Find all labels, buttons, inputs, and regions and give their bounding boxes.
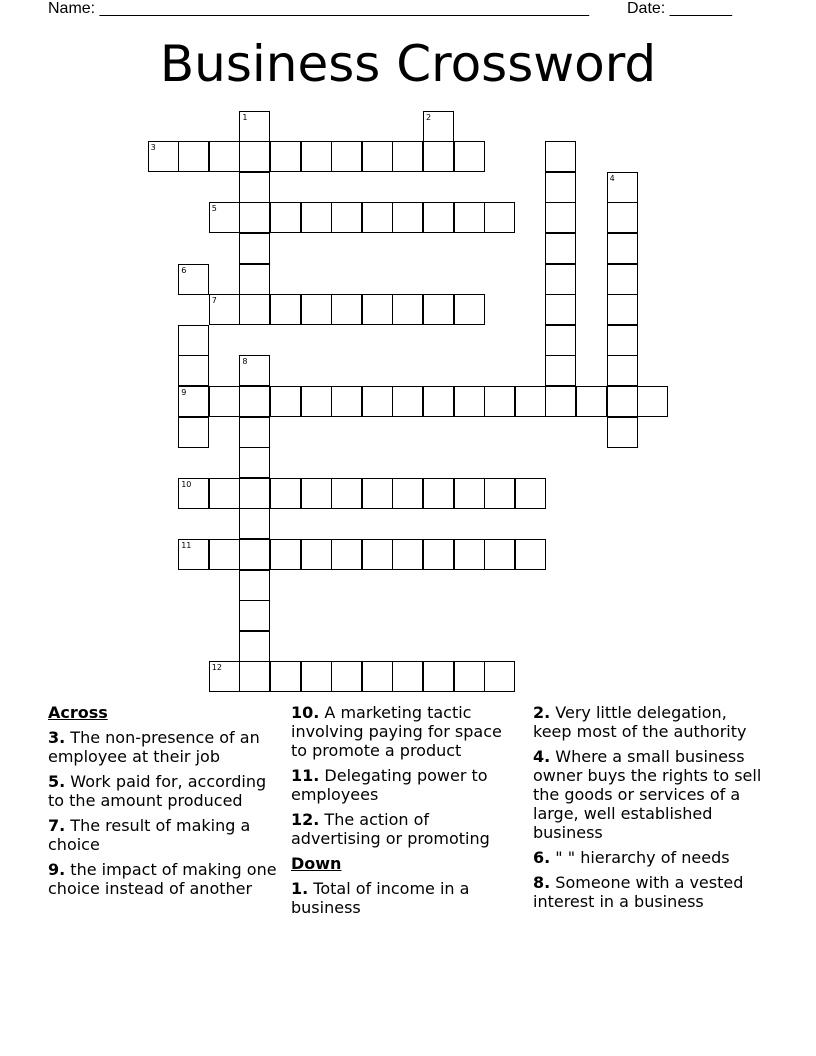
clue-number: 3. bbox=[48, 728, 66, 747]
grid-cell[interactable] bbox=[515, 386, 546, 417]
grid-cell[interactable] bbox=[607, 264, 638, 295]
grid-cell[interactable] bbox=[607, 233, 638, 264]
grid-cell[interactable] bbox=[301, 661, 332, 692]
grid-cell[interactable] bbox=[239, 264, 270, 295]
grid-cell[interactable] bbox=[392, 661, 423, 692]
grid-cell[interactable] bbox=[331, 539, 362, 570]
grid-cell[interactable] bbox=[239, 233, 270, 264]
grid-cell[interactable] bbox=[178, 141, 209, 172]
clue-down-2 bbox=[533, 703, 763, 741]
clues-column-3 bbox=[533, 703, 763, 917]
grid-cell[interactable] bbox=[454, 141, 485, 172]
clue-number: 1. bbox=[291, 879, 309, 898]
clue-number: 7. bbox=[48, 816, 66, 835]
grid-cell[interactable] bbox=[209, 661, 240, 692]
grid-cell[interactable] bbox=[576, 386, 607, 417]
clue-text: " " hierarchy of needs bbox=[550, 848, 730, 867]
grid-cell[interactable] bbox=[239, 661, 270, 692]
grid-cell[interactable] bbox=[301, 386, 332, 417]
grid-cell[interactable] bbox=[454, 661, 485, 692]
grid-cell[interactable] bbox=[362, 141, 393, 172]
grid-cell[interactable] bbox=[239, 447, 270, 478]
grid-cell[interactable] bbox=[270, 202, 301, 233]
clue-text: Work paid for, according to the amount produced bbox=[48, 772, 267, 810]
grid-cell[interactable] bbox=[209, 202, 240, 233]
cell-number: 8 bbox=[242, 357, 248, 367]
grid-cell[interactable] bbox=[545, 233, 576, 264]
grid-cell[interactable] bbox=[209, 294, 240, 325]
grid-cell[interactable] bbox=[423, 661, 454, 692]
grid-cell[interactable] bbox=[239, 570, 270, 601]
grid-cell[interactable] bbox=[454, 539, 485, 570]
grid-cell[interactable] bbox=[301, 478, 332, 509]
grid-cell[interactable] bbox=[148, 141, 179, 172]
grid-cell[interactable] bbox=[239, 631, 270, 662]
grid-cell[interactable] bbox=[545, 386, 576, 417]
cell-number: 9 bbox=[181, 388, 187, 397]
grid-cell[interactable] bbox=[270, 539, 301, 570]
grid-cell[interactable] bbox=[239, 294, 270, 325]
grid-cell[interactable] bbox=[178, 417, 209, 448]
clue-number: 2. bbox=[533, 703, 551, 722]
clue-down-4 bbox=[533, 747, 763, 842]
grid-cell[interactable] bbox=[454, 478, 485, 509]
grid-cell[interactable] bbox=[423, 478, 454, 509]
clue-text: The non-presence of an employee at their job bbox=[48, 728, 260, 766]
cell-number: 3 bbox=[150, 143, 156, 153]
grid-cell[interactable] bbox=[301, 539, 332, 570]
grid-cell[interactable] bbox=[331, 661, 362, 692]
clue-number: 6. bbox=[533, 848, 551, 867]
clue-down-8 bbox=[533, 873, 763, 911]
cell-number: 5 bbox=[211, 204, 217, 214]
clue-number: 4. bbox=[533, 747, 551, 766]
down-heading: Down bbox=[291, 854, 342, 873]
grid-cell[interactable] bbox=[239, 417, 270, 448]
grid-cell[interactable] bbox=[423, 386, 454, 417]
clue-text: Where a small business owner buys the rights to sell the goods or services of a large, well established business bbox=[533, 747, 762, 842]
grid-cell[interactable] bbox=[607, 386, 638, 417]
grid-cell[interactable] bbox=[423, 294, 454, 325]
grid-cell[interactable] bbox=[301, 294, 332, 325]
grid-cell[interactable] bbox=[545, 202, 576, 233]
clue-text: The result of making a choice bbox=[48, 816, 251, 854]
grid-cell[interactable] bbox=[545, 325, 576, 356]
grid-cell[interactable] bbox=[515, 539, 546, 570]
grid-cell[interactable] bbox=[239, 355, 270, 386]
clue-across-10 bbox=[291, 703, 521, 760]
grid-cell[interactable] bbox=[423, 141, 454, 172]
clue-across-11 bbox=[291, 766, 521, 804]
grid-cell[interactable] bbox=[270, 294, 301, 325]
grid-cell[interactable] bbox=[239, 478, 270, 509]
grid-cell[interactable] bbox=[607, 294, 638, 325]
grid-cell[interactable] bbox=[392, 386, 423, 417]
clue-down-1 bbox=[291, 879, 521, 917]
date-field-line: Date: _______ bbox=[627, 0, 732, 17]
grid-cell[interactable] bbox=[545, 141, 576, 172]
clue-text: The action of advertising or promoting bbox=[291, 810, 490, 848]
cell-number: 4 bbox=[609, 173, 615, 183]
grid-cell[interactable] bbox=[607, 202, 638, 233]
grid-cell[interactable] bbox=[484, 386, 515, 417]
clue-across-3 bbox=[48, 728, 278, 766]
clue-number: 10. bbox=[291, 703, 320, 722]
grid-cell[interactable] bbox=[270, 478, 301, 509]
clues-column-2 bbox=[291, 703, 521, 923]
name-field-line: Name: _______________________________________________________ bbox=[48, 0, 589, 17]
clues-column-1 bbox=[48, 703, 278, 904]
clue-across-7 bbox=[48, 816, 278, 854]
grid-cell[interactable] bbox=[178, 325, 209, 356]
grid-cell[interactable] bbox=[454, 294, 485, 325]
grid-cell[interactable] bbox=[178, 355, 209, 386]
page-title: Business Crossword bbox=[159, 35, 657, 93]
grid-cell[interactable] bbox=[331, 294, 362, 325]
clue-number: 11. bbox=[291, 766, 320, 785]
grid-cell[interactable] bbox=[178, 539, 209, 570]
grid-cell[interactable] bbox=[607, 325, 638, 356]
grid-cell[interactable] bbox=[484, 202, 515, 233]
grid-cell[interactable] bbox=[239, 386, 270, 417]
grid-cell[interactable] bbox=[239, 600, 270, 631]
across-heading: Across bbox=[48, 703, 108, 722]
grid-cell[interactable] bbox=[301, 202, 332, 233]
clue-text: Very little delegation, keep most of the authority bbox=[533, 703, 747, 741]
grid-cell[interactable] bbox=[239, 172, 270, 203]
grid-cell[interactable] bbox=[515, 478, 546, 509]
grid-cell[interactable] bbox=[362, 661, 393, 692]
grid-cell[interactable] bbox=[178, 264, 209, 295]
grid-cell[interactable] bbox=[331, 141, 362, 172]
cell-number: 7 bbox=[211, 296, 217, 306]
grid-cell[interactable] bbox=[331, 202, 362, 233]
clue-text: Total of income in a business bbox=[291, 879, 470, 917]
grid-cell[interactable] bbox=[545, 294, 576, 325]
clue-text: the impact of making one choice instead of another bbox=[48, 860, 277, 898]
clue-down-6 bbox=[533, 848, 763, 867]
clue-text: Someone with a vested interest in a business bbox=[533, 873, 744, 911]
grid-cell[interactable] bbox=[392, 294, 423, 325]
grid-cell[interactable] bbox=[239, 202, 270, 233]
grid-cell[interactable] bbox=[545, 264, 576, 295]
clue-across-5 bbox=[48, 772, 278, 810]
clue-number: 5. bbox=[48, 772, 66, 791]
grid-cell[interactable] bbox=[209, 141, 240, 172]
grid-cell[interactable] bbox=[423, 111, 454, 142]
grid-cell[interactable] bbox=[545, 172, 576, 203]
clue-number: 12. bbox=[291, 810, 320, 829]
cell-number: 6 bbox=[181, 265, 187, 275]
grid-cell[interactable] bbox=[607, 355, 638, 386]
grid-cell[interactable] bbox=[301, 141, 332, 172]
grid-cell[interactable] bbox=[484, 478, 515, 509]
grid-cell[interactable] bbox=[392, 141, 423, 172]
cell-number: 11 bbox=[181, 541, 192, 550]
grid-cell[interactable] bbox=[331, 386, 362, 417]
grid-cell[interactable] bbox=[362, 294, 393, 325]
grid-cell[interactable] bbox=[239, 141, 270, 172]
cell-number: 2 bbox=[426, 112, 432, 122]
clue-number: 8. bbox=[533, 873, 551, 892]
grid-cell[interactable] bbox=[178, 386, 209, 417]
grid-cell[interactable] bbox=[637, 386, 668, 417]
grid-cell[interactable] bbox=[178, 478, 209, 509]
grid-cell[interactable] bbox=[331, 478, 362, 509]
grid-cell[interactable] bbox=[607, 172, 638, 203]
clue-text: A marketing tactic involving paying for space to promote a product bbox=[291, 703, 502, 760]
grid-cell[interactable] bbox=[607, 417, 638, 448]
grid-cell[interactable] bbox=[239, 508, 270, 539]
grid-cell[interactable] bbox=[392, 202, 423, 233]
grid-cell[interactable] bbox=[362, 539, 393, 570]
grid-cell[interactable] bbox=[362, 202, 393, 233]
grid-cell[interactable] bbox=[423, 539, 454, 570]
grid-cell[interactable] bbox=[209, 539, 240, 570]
grid-cell[interactable] bbox=[270, 661, 301, 692]
grid-cell[interactable] bbox=[454, 202, 485, 233]
clue-number: 9. bbox=[48, 860, 66, 879]
clue-across-9 bbox=[48, 860, 278, 898]
grid-cell[interactable] bbox=[209, 478, 240, 509]
clue-text: Delegating power to employees bbox=[291, 766, 488, 804]
grid-cell[interactable] bbox=[423, 202, 454, 233]
grid-cell[interactable] bbox=[270, 141, 301, 172]
cell-number: 10 bbox=[181, 479, 192, 489]
grid-cell[interactable] bbox=[454, 386, 485, 417]
grid-cell[interactable] bbox=[209, 386, 240, 417]
grid-cell[interactable] bbox=[362, 386, 393, 417]
cell-number: 12 bbox=[211, 663, 222, 673]
grid-cell[interactable] bbox=[392, 478, 423, 509]
grid-cell[interactable] bbox=[362, 478, 393, 509]
grid-cell[interactable] bbox=[239, 539, 270, 570]
grid-cell[interactable] bbox=[239, 111, 270, 142]
grid-cell[interactable] bbox=[545, 355, 576, 386]
clue-across-12 bbox=[291, 810, 521, 848]
grid-cell[interactable] bbox=[484, 539, 515, 570]
grid-cell[interactable] bbox=[484, 661, 515, 692]
grid-cell[interactable] bbox=[270, 386, 301, 417]
grid-cell[interactable] bbox=[392, 539, 423, 570]
cell-number: 1 bbox=[242, 112, 248, 122]
